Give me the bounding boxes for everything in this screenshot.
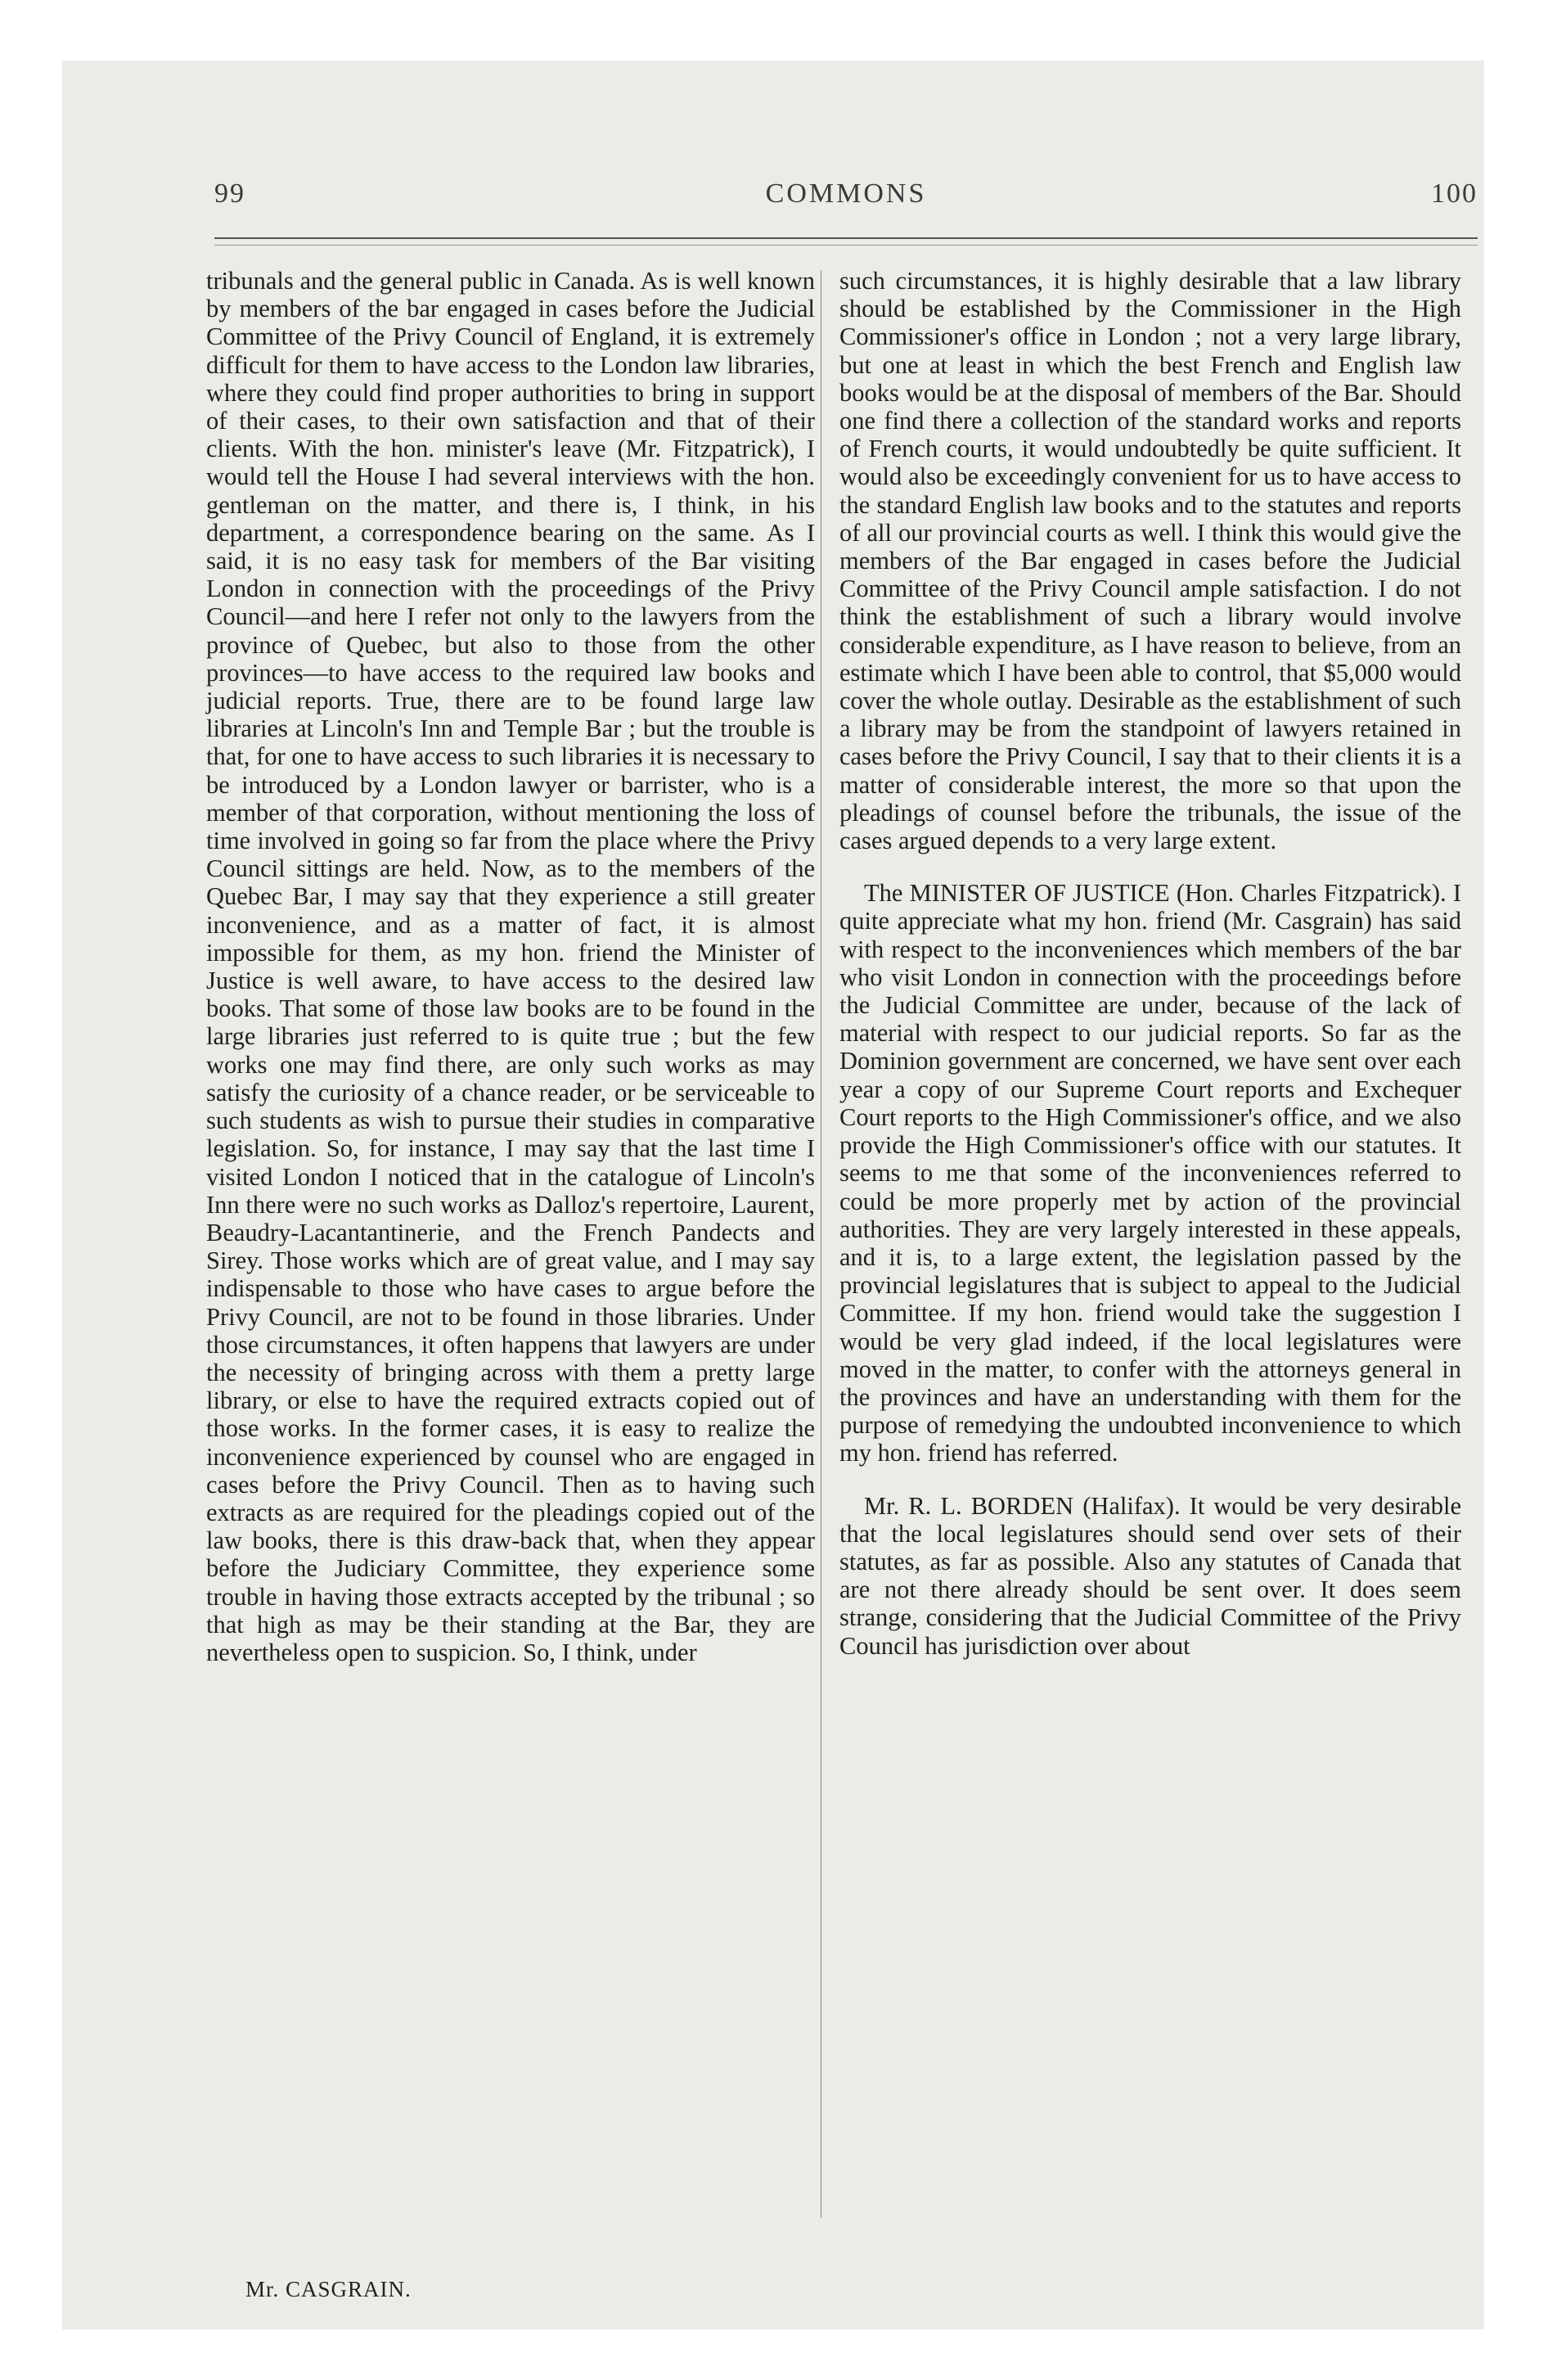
speaker-footer: Mr. CASGRAIN.: [245, 2277, 412, 2301]
page-number-left: 99: [214, 178, 245, 209]
running-title: COMMONS: [765, 178, 927, 209]
page-header: [214, 178, 1478, 211]
borden-speech: Mr. R. L. BORDEN (Halifax). It would be very desirable that the local legislatures should send over sets of their statutes, as far as possible. Also any statutes of Canada that are not there already should be sent over. It does seem strange, considering that the Judicial Committee of the Privy Council has jurisdiction over about: [839, 1491, 1461, 1660]
left-column-paragraph: tribunals and the general public in Canada. As is well known by members of the bar engaged in cases before the Judicial Committee of the Privy Council of England, it is extremely difficult for them to have access to the London law libraries, where they could find proper authorities to bring in support of their cases, to their own satisfaction and that of their clients. With the hon. minister's leave (Mr. Fitzpatrick), I would tell the House I had several interviews with the hon. gentleman on the matter, and there is, I think, in his department, a correspondence bearing on the same. As I said, it is no easy task for members of the Bar visiting London in connection with the proceedings of the Privy Council—and here I refer not only to the lawyers from the province of Quebec, but also to those from the other provinces—to have access to the required law books and judicial reports. True, there are to be found large law libraries at Lincoln's Inn and Temple Bar ; but the trouble is that, for one to have access to such libraries it is necessary to be introduced by a London lawyer or barrister, who is a member of that corporation, without mentioning the loss of time involved in going so far from the place where the Privy Council sittings are held. Now, as to the members of the Quebec Bar, I may say that they experience a still greater inconvenience, and as a matter of fact, it is almost impossible for them, as my hon. friend the Minister of Justice is well aware, to have access to the desired law books. That some of those law books are to be found in the large libraries just referred to is quite true ; but the few works one may find there, are only such works as may satisfy the curiosity of a chance reader, or be serviceable to such students as wish to pursue their studies in comparative legislation. So, for instance, I may say that the last time I visited London I noticed that in the catalogue of Lincoln's Inn there were no such works as Dalloz's repertoire, Laurent, Beaudry-Lacantantinerie, and the French Pandects and Sirey. Those works which are of great value, and I may say indispensable to those who have cases to argue before the Privy Council, are not to be found in those libraries. Under those circumstances, it often happens that lawyers are under the necessity of bringing across with them a pretty large library, or else to have the required extracts copied out of those works. In the former cases, it is easy to realize the inconvenience experienced by counsel who are engaged in cases before the Privy Council. Then as to having such extracts as are required for the pleadings copied out of the law books, there is this draw-back that, when they appear before the Judiciary Committee, they experience some trouble in having those extracts accepted by the tribunal ; so that high as may be their standing at the Bar, they are nevertheless open to suspicion. So, I think, under: [206, 267, 815, 1666]
header-rule-thin: [214, 245, 1478, 246]
header-rule: [214, 237, 1478, 239]
minister-of-justice-speech: The MINISTER OF JUSTICE (Hon. Charles Fitzpatrick). I quite appreciate what my hon. friend (Mr. Casgrain) has said with respect to the inconveniences which members of the bar who visit London in connection with the proceedings before the Judicial Committee are under, because of the lack of material with respect to our judicial reports. So far as the Dominion government are concerned, we have sent over each year a copy of our Supreme Court reports and Exchequer Court reports to the High Commissioner's office, and we also provide the High Commissioner's office with our statutes. It seems to me that some of the inconveniences referred to could be more properly met by action of the provincial authorities. They are very largely interested in these appeals, and it is, to a large extent, the legislation passed by the provincial legislatures that is subject to appeal to the Judicial Committee. If my hon. friend would take the suggestion I would be very glad indeed, if the local legislatures were moved in the matter, to confer with the attorneys general in the provinces and have an understanding with them for the purpose of remedying the undoubted inconvenience to which my hon. friend has referred.: [839, 879, 1461, 1467]
right-column-paragraph-continued: such circumstances, it is highly desirable that a law library should be established by the Commissioner in the High Commissioner's office in London ; not a very large library, but one at least in which the best French and English law books would be at the disposal of members of the Bar. Should one find there a collection of the standard works and reports of French courts, it would undoubtedly be quite sufficient. It would also be exceedingly convenient for us to have access to the standard English law books and to the statutes and reports of all our provincial courts as well. I think this would give the members of the Bar engaged in cases before the Judicial Committee of the Privy Council ample satisfaction. I do not think the establishment of such a library would involve considerable expenditure, as I have reason to believe, from an estimate which I have been able to control, that $5,000 would cover the whole outlay. Desirable as the establishment of such a library may be from the standpoint of lawyers retained in cases before the Privy Council, I say that to their clients it is a matter of considerable interest, the more so that upon the pleadings of counsel before the tribunals, the issue of the cases argued depends to a very large extent.: [839, 267, 1461, 855]
page-number-right: 100: [1431, 178, 1478, 209]
left-column: [206, 267, 815, 1666]
right-column: [839, 267, 1461, 1660]
